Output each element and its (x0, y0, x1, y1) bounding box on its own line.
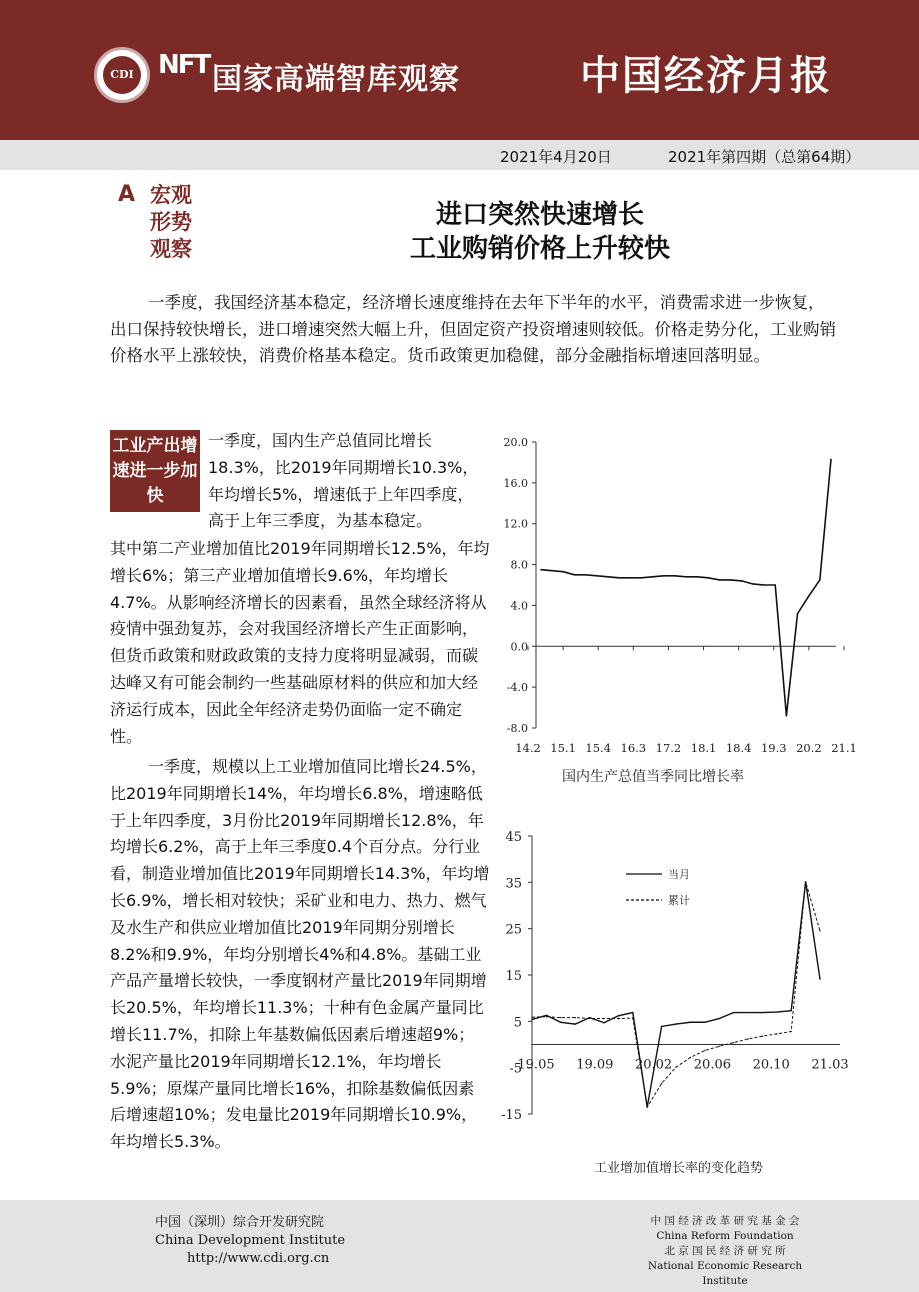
gdp-data-point (585, 574, 587, 576)
publisher-url[interactable]: http://www.cdi.org.cn (187, 1251, 330, 1266)
x-tick-label: 20.02 (634, 1057, 673, 1073)
cumulative-data-point (560, 1017, 561, 1018)
cumulative-data-point (603, 1018, 604, 1019)
footer-publisher (155, 1214, 345, 1268)
gdp-data-point (596, 575, 598, 577)
cumulative-series-line (532, 882, 820, 1107)
x-tick-label: 19.05 (517, 1057, 555, 1073)
y-tick-label: 45 (505, 830, 522, 845)
section-letter: A (118, 182, 136, 207)
x-tick-label: 20.10 (752, 1057, 790, 1073)
monthly-data-point (560, 1022, 561, 1023)
gdp-data-point (551, 570, 553, 572)
lead-paragraph: 一季度，我国经济基本稳定，经济增长速度维持在去年下半年的水平，消费需求进一步恢复，出口保持较快增长，进口增速突然大幅上升，但固定资产投资增速则较低。价格走势分化，工业购销价格水平上涨较快，消费价格基本稳定。货币政策更加稳健，部分金融指标增速回落明显。 (110, 293, 836, 365)
cumulative-data-point (618, 1018, 619, 1019)
cumulative-data-point (733, 1042, 734, 1043)
gdp-data-point (741, 580, 743, 582)
y-tick-label: 35 (505, 876, 522, 892)
monthly-data-point (632, 1012, 633, 1013)
monthly-data-point (733, 1012, 734, 1013)
headline-line-1: 进口突然快速增长 (435, 200, 644, 230)
gdp-data-point (663, 575, 665, 577)
gdp-data-point (540, 569, 542, 571)
x-tick-label: 20.2 (796, 741, 822, 755)
gdp-data-point (808, 595, 810, 597)
legend-label: 当月 (668, 868, 690, 881)
cumulative-data-point (531, 1016, 532, 1017)
cumulative-data-point (791, 1031, 792, 1032)
monthly-series-line (532, 882, 820, 1107)
gdp-data-point (696, 576, 698, 578)
cumulative-data-point (647, 1106, 648, 1107)
gdp-data-point (652, 576, 654, 578)
monthly-data-point (675, 1023, 676, 1024)
cumulative-data-point (704, 1050, 705, 1051)
headline-line-2: 工业购销价格上升较快 (409, 234, 670, 264)
gdp-data-point (629, 577, 631, 579)
publisher-name-en: China Development Institute (155, 1233, 346, 1248)
x-tick-label: 18.4 (725, 741, 752, 755)
industrial-growth-chart (500, 824, 860, 1124)
cumulative-data-point (675, 1067, 676, 1068)
gdp-data-point (607, 576, 609, 578)
cumulative-data-point (589, 1018, 590, 1019)
gdp-data-point (674, 575, 676, 577)
y-tick-label: -8.0 (506, 722, 528, 735)
x-tick-label: 21.03 (811, 1057, 849, 1073)
x-tick-label: 21.1 (831, 741, 857, 755)
monthly-data-point (819, 978, 820, 979)
x-tick-label: 18.1 (690, 741, 717, 755)
partner-1-en: China Reform Foundation (656, 1230, 794, 1242)
subsection-title: 工业产出增速进一步加快 (112, 436, 198, 506)
monthly-data-point (618, 1015, 619, 1016)
publication-title: 中国经济月报 (580, 53, 832, 99)
y-tick-label: 15 (505, 969, 522, 984)
think-tank-title: 国家高端智库观察 (212, 62, 460, 97)
y-tick-label: 5 (513, 1015, 522, 1031)
y-tick-label: 25 (505, 922, 522, 938)
cumulative-data-point (690, 1057, 691, 1058)
subsection-title-box (110, 430, 200, 512)
gdp-data-point (618, 577, 620, 579)
y-tick-label: 0.0 (510, 640, 528, 654)
y-tick-label: 20.0 (503, 436, 528, 449)
issue-number: 2021年第四期（总第64期） (668, 148, 861, 166)
gdp-data-point (763, 584, 765, 586)
monthly-data-point (719, 1018, 720, 1019)
x-tick-label: 17.2 (655, 741, 682, 755)
y-tick-label: 12.0 (503, 517, 528, 531)
paragraph-1-top: 一季度，国内生产总值同比增长18.3%，比2019年同期增长10.3%，年均增长5%，增速低于上年四季度，高于上年三季度，为基本稳定。 (208, 431, 479, 531)
gdp-data-point (641, 577, 643, 579)
monthly-data-point (791, 1010, 792, 1011)
gdp-data-point (719, 579, 721, 581)
nft-logo: NFT (158, 50, 210, 80)
cdi-logo-text: CDI (103, 56, 141, 94)
monthly-data-point (762, 1012, 763, 1013)
monthly-data-point (776, 1011, 777, 1012)
cumulative-data-point (575, 1017, 576, 1018)
cumulative-data-point (546, 1016, 547, 1017)
y-tick-label: -5 (509, 1061, 522, 1077)
monthly-data-point (704, 1022, 705, 1023)
x-tick-label: 15.1 (550, 741, 576, 755)
cdi-logo (94, 47, 150, 103)
gdp-data-point (574, 574, 576, 576)
gdp-data-point (730, 579, 732, 581)
y-tick-label: 8.0 (510, 558, 528, 572)
gdp-chart-caption: 国内生产总值当季同比增长率 (562, 769, 744, 785)
x-tick-label: 15.4 (585, 741, 612, 755)
industrial-chart-caption: 工业增加值增长率的变化趋势 (594, 1161, 764, 1176)
x-tick-label: 14.2 (515, 741, 541, 755)
monthly-data-point (747, 1012, 748, 1013)
monthly-data-point (546, 1015, 547, 1016)
partner-1-cn: 中 国 经 济 改 革 研 究 基 金 会 (650, 1215, 800, 1227)
monthly-data-point (690, 1022, 691, 1023)
cumulative-data-point (719, 1046, 720, 1047)
gdp-data-point (685, 576, 687, 578)
monthly-data-point (575, 1023, 576, 1024)
section-title: 宏观形势观察 (150, 183, 192, 261)
gdp-data-point (752, 583, 754, 585)
cumulative-data-point (819, 930, 820, 931)
gdp-series-line (541, 459, 831, 715)
gdp-growth-chart (490, 430, 860, 760)
cumulative-data-point (632, 1017, 633, 1018)
y-tick-label: 4.0 (510, 599, 528, 613)
y-tick-label: -15 (501, 1108, 522, 1123)
gdp-data-point (563, 571, 565, 573)
paragraph-1-continued: 其中第二产业增加值比2019年同期增长12.5%，年均增长6%；第三产业增加值增长9.6%，年均增长4.7%。从影响经济增长的因素看，虽然全球经济将从疫情中强劲复苏，会对我国经济增长产生正面影响，但货币政策和财政政策的支持力度将明显减弱，而碳达峰又有可能会制约一些基础原材料的供应和加大经济运行成本，因此全年经济走势仍面临一定不确定性。 (110, 539, 490, 746)
gdp-data-point (830, 459, 832, 461)
gdp-data-point (786, 715, 788, 717)
cumulative-data-point (661, 1083, 662, 1084)
partner-2-cn: 北 京 国 民 经 济 研 究 所 (664, 1245, 786, 1257)
paragraph-2: 一季度，规模以上工业增加值同比增长24.5%，比2019年同期增长14%，年均增长6.8%，增速略低于上年四季度，3月份比2019年同期增长12.8%，年均增长6.2%，高于上年三季度0.4个百分点。分行业看，制造业增加值比2019年同期增长14.3%，年均增长6.9%，增长相对较快；采矿业和电力、热力、燃气及水生产和供应业增加值比2019年同期分别增长8.2%和9.9%，年均分别增长4%和4.8%。基础工业产品产量增长较快，一季度钢材产量比2019年同期增长20.5%，年均增长11.3%；十种有色金属产量同比增长11.7%，扣除上年基数偏低因素后增速超9%；水泥产量比2019年同期增长12.1%，年均增长5.9%；原煤产量同比增长16%，扣除基数偏低因素后增速超10%；发电量比2019年同期增长10.9%，年均增长5.3%。 (110, 757, 490, 1152)
cumulative-data-point (747, 1038, 748, 1039)
article-headline (300, 198, 780, 266)
gdp-data-point (819, 579, 821, 581)
x-tick-label: 19.3 (760, 741, 787, 755)
cumulative-data-point (776, 1033, 777, 1034)
x-tick-label: 20.06 (693, 1057, 732, 1073)
cumulative-data-point (762, 1035, 763, 1036)
footer-partners (625, 1214, 825, 1289)
cumulative-data-point (805, 881, 806, 882)
monthly-data-point (661, 1026, 662, 1027)
gdp-data-point (708, 577, 710, 579)
y-tick-label: 16.0 (503, 476, 528, 490)
x-tick-label: 16.3 (620, 741, 647, 755)
y-tick-label: -4.0 (506, 681, 528, 695)
monthly-data-point (603, 1022, 604, 1023)
partner-2-en: National Economic Research Institute (647, 1260, 803, 1287)
gdp-data-point (797, 613, 799, 615)
monthly-data-point (531, 1019, 532, 1020)
publisher-name-cn: 中国（深圳）综合开发研究院 (155, 1215, 325, 1230)
x-tick-label: 19.09 (576, 1057, 614, 1073)
gdp-data-point (774, 584, 776, 586)
legend-label: 累计 (668, 894, 690, 907)
issue-date: 2021年4月20日 (500, 148, 612, 166)
